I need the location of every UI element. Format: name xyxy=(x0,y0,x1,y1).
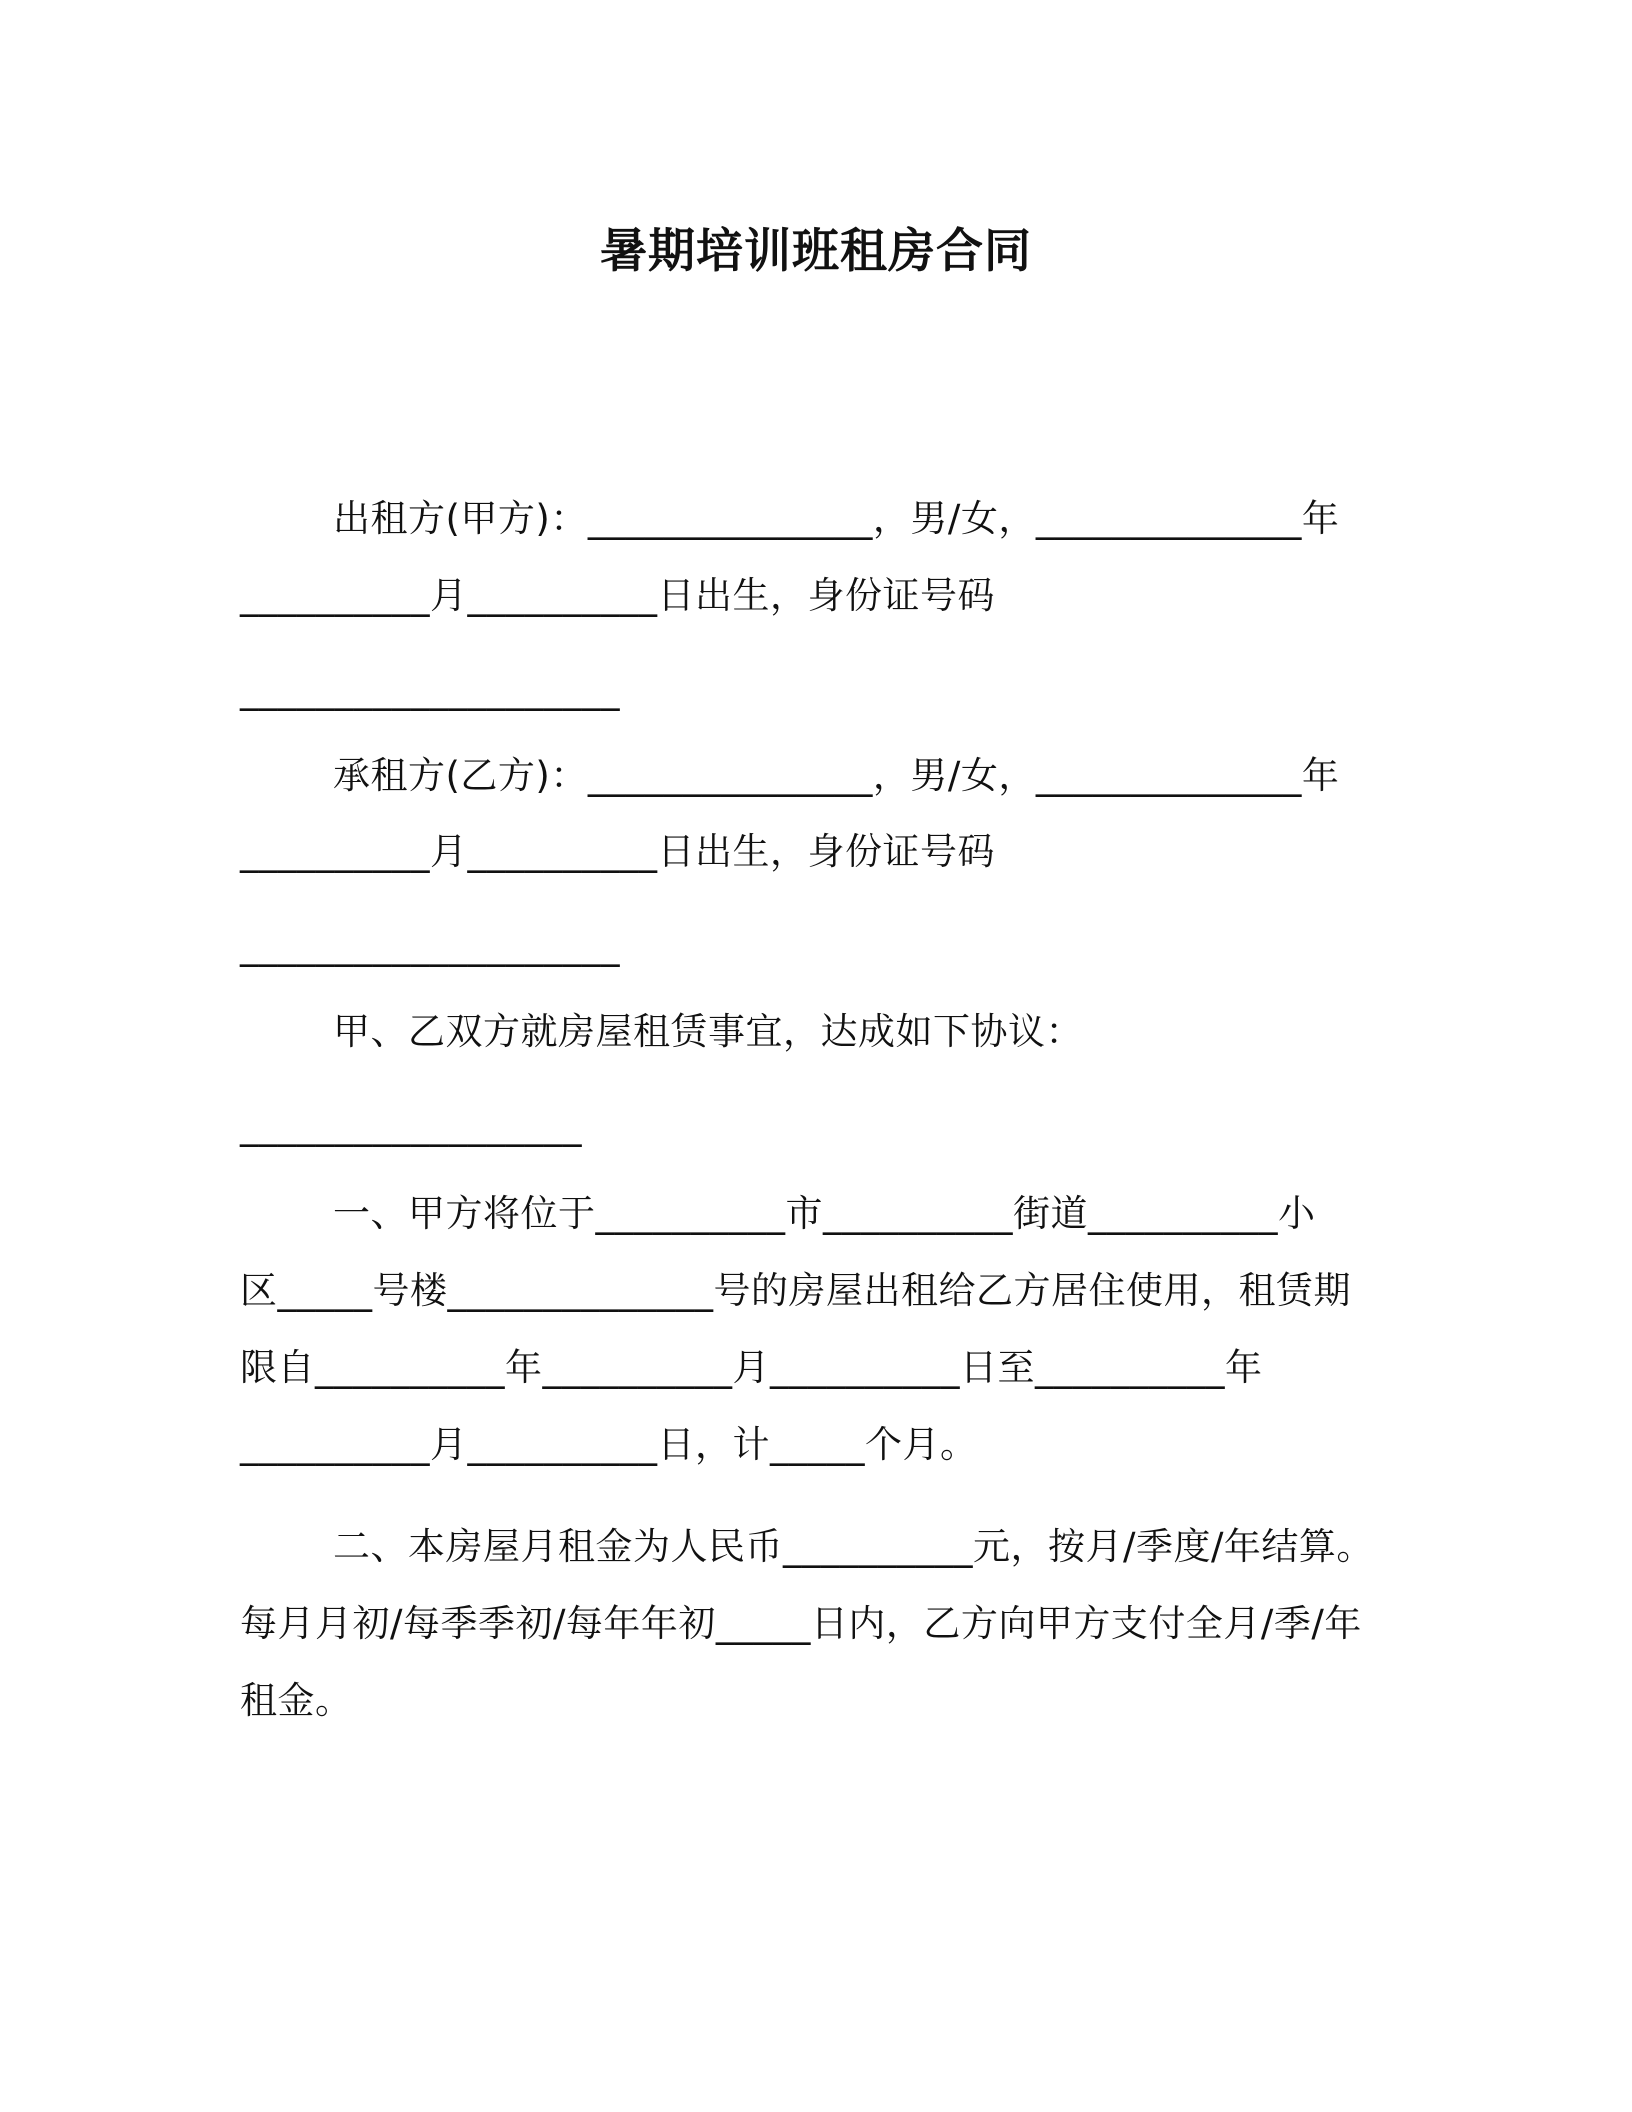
clause-1-line-2: 区_____号楼______________号的房屋出租给乙方居住使用，租赁期 xyxy=(240,1269,1351,1312)
clause-1-line-1: 一、甲方将位于__________市__________街道__________小 xyxy=(333,1192,1316,1235)
clause-1-line-4: __________月__________日，计_____个月。 xyxy=(240,1423,978,1466)
document-title: 暑期培训班租房合同 xyxy=(600,224,1032,279)
lessee-line-1: 承租方(乙方)：_______________，男/女，______________年 xyxy=(333,754,1340,797)
agreement-blank: __________________ xyxy=(240,1104,582,1147)
lessee-line-2: __________月__________日出生，身份证号码 xyxy=(240,830,995,873)
clause-2-line-2: 每月月初/每季季初/每年年初_____日内，乙方向甲方支付全月/季/年 xyxy=(240,1602,1362,1645)
agreement-intro: 甲、乙双方就房屋租赁事宜，达成如下协议： xyxy=(333,1010,1083,1053)
lessee-id-blank: ____________________ xyxy=(240,924,620,967)
lessor-id-blank: ____________________ xyxy=(240,668,620,711)
lessor-line-2: __________月__________日出生，身份证号码 xyxy=(240,574,995,617)
clause-1-line-3: 限自__________年__________月__________日至__________年 xyxy=(240,1346,1263,1389)
clause-2-line-1: 二、本房屋月租金为人民币__________元，按月/季度/年结算。 xyxy=(333,1525,1374,1568)
lessor-line-1: 出租方(甲方)：_______________，男/女，______________年 xyxy=(333,497,1340,540)
clause-2-line-3: 租金。 xyxy=(240,1679,353,1722)
